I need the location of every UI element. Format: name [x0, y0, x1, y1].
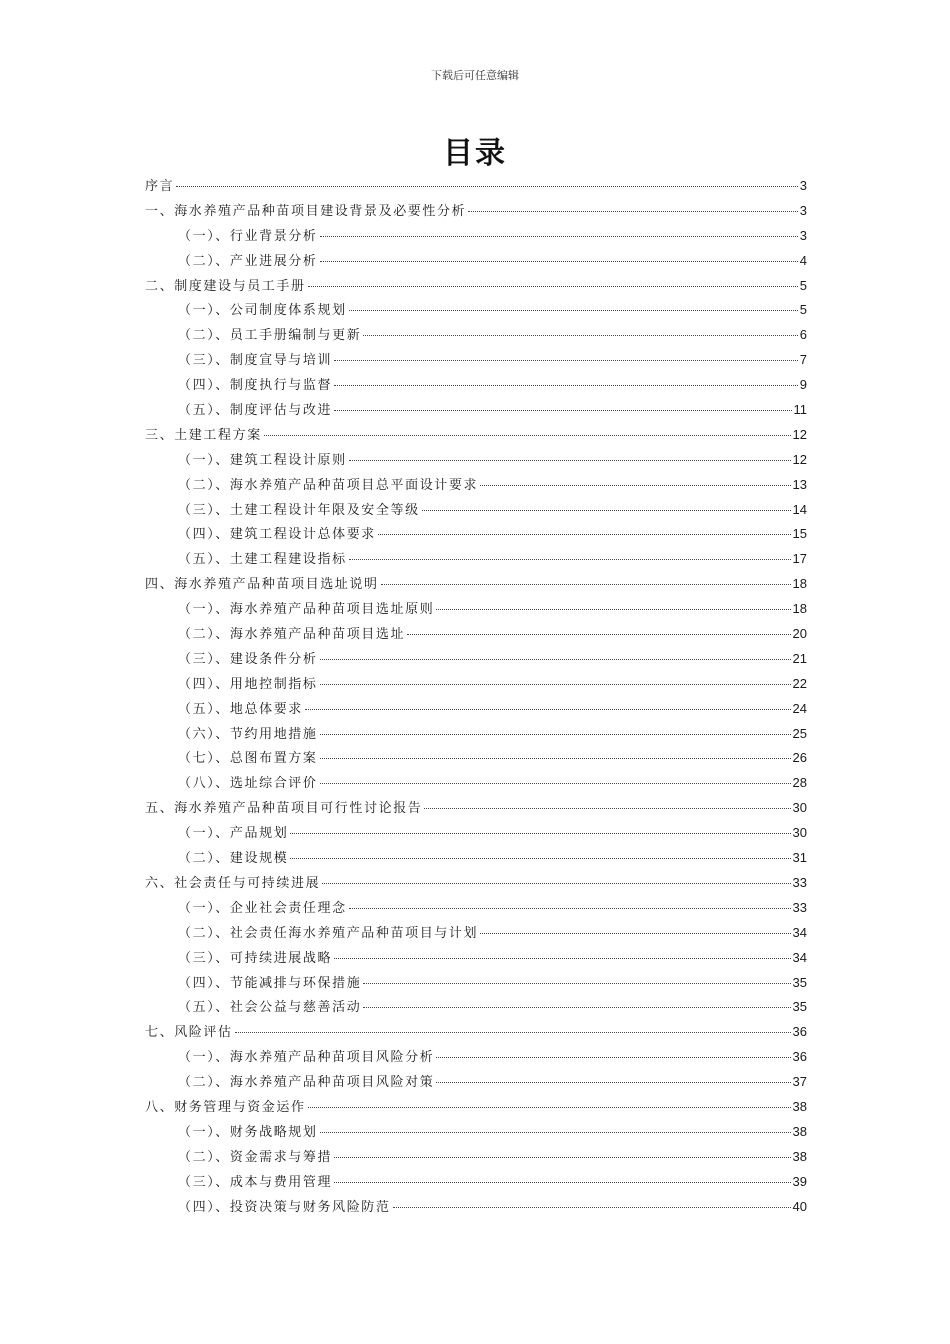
toc-entry-page-number: 9 — [799, 377, 807, 393]
toc-dot-leader — [322, 883, 790, 884]
toc-entry-label: （二）、员工手册编制与更新 — [178, 328, 362, 344]
toc-section-entry[interactable] — [145, 747, 807, 772]
toc-entry-page-number: 34 — [792, 924, 807, 940]
toc-entry-label: （三）、成本与费用管理 — [178, 1174, 333, 1190]
toc-chapter-entry[interactable] — [145, 424, 807, 449]
toc-entry-page-number: 17 — [792, 551, 807, 567]
toc-entry-page-number: 3 — [799, 178, 807, 193]
toc-entry-page-number: 24 — [792, 700, 807, 716]
toc-entry-page-number: 18 — [792, 576, 807, 592]
toc-section-entry[interactable] — [145, 499, 807, 524]
toc-dot-leader — [320, 684, 791, 685]
toc-entry-label: 七、风险评估 — [145, 1025, 233, 1041]
toc-section-entry[interactable] — [145, 324, 807, 349]
toc-entry-label: （二）、海水养殖产品种苗项目风险对策 — [178, 1075, 435, 1091]
toc-entry-page-number: 38 — [792, 1123, 807, 1139]
toc-entry-page-number: 26 — [792, 750, 807, 766]
toc-dot-leader — [363, 1007, 790, 1008]
toc-section-entry[interactable] — [145, 299, 807, 324]
toc-entry-page-number: 35 — [792, 974, 807, 990]
toc-entry-label: 二、制度建设与员工手册 — [145, 278, 306, 294]
toc-entry-label: （一）、企业社会责任理念 — [178, 900, 347, 916]
toc-entry-label: （三）、土建工程设计年限及安全等级 — [178, 502, 420, 518]
toc-dot-leader — [334, 385, 798, 386]
toc-entry-page-number: 31 — [792, 850, 807, 866]
toc-dot-leader — [349, 908, 791, 909]
toc-entry-page-number: 14 — [792, 501, 807, 517]
toc-dot-leader — [308, 1107, 791, 1108]
toc-entry-label: （一）、海水养殖产品种苗项目风险分析 — [178, 1050, 435, 1066]
toc-entry-page-number: 7 — [799, 352, 807, 368]
toc-entry-label: （四）、建筑工程设计总体要求 — [178, 527, 376, 543]
toc-entry-label: （二）、海水养殖产品种苗项目选址 — [178, 627, 406, 643]
toc-entry-page-number: 38 — [792, 1098, 807, 1114]
toc-dot-leader — [422, 510, 791, 511]
toc-entry-page-number: 35 — [792, 999, 807, 1015]
toc-section-entry[interactable] — [145, 1146, 807, 1171]
toc-section-entry[interactable] — [145, 548, 807, 573]
toc-section-entry[interactable] — [145, 623, 807, 648]
toc-section-entry[interactable] — [145, 673, 807, 698]
toc-entry-page-number: 18 — [792, 601, 807, 617]
toc-entry-page-number: 33 — [792, 874, 807, 890]
toc-dot-leader — [334, 410, 791, 411]
toc-section-entry[interactable] — [145, 772, 807, 797]
toc-entry-label: 四、海水养殖产品种苗项目选址说明 — [145, 577, 379, 593]
toc-entry-label: （四）、制度执行与监督 — [178, 378, 333, 394]
toc-dot-leader — [320, 236, 798, 237]
toc-entry-label: （二）、产业进展分析 — [178, 253, 318, 269]
toc-entry-page-number: 11 — [793, 402, 807, 418]
toc-section-entry[interactable] — [145, 648, 807, 673]
toc-dot-leader — [349, 310, 798, 311]
toc-entry-page-number: 5 — [799, 277, 807, 293]
toc-entry-page-number: 33 — [792, 899, 807, 915]
toc-dot-leader — [480, 933, 790, 934]
toc-section-entry[interactable] — [145, 947, 807, 972]
toc-dot-leader — [378, 534, 791, 535]
toc-section-entry[interactable] — [145, 374, 807, 399]
toc-dot-leader — [320, 1132, 791, 1133]
toc-entry-page-number: 6 — [799, 327, 807, 343]
toc-section-entry[interactable] — [145, 822, 807, 847]
toc-entry-label: （五）、土建工程建设指标 — [178, 552, 347, 568]
toc-entry-page-number: 38 — [792, 1148, 807, 1164]
toc-section-entry[interactable] — [145, 996, 807, 1021]
toc-section-entry[interactable] — [145, 225, 807, 250]
toc-dot-leader — [290, 833, 790, 834]
toc-title: 目录 — [443, 136, 507, 171]
toc-dot-leader — [320, 734, 791, 735]
toc-entry-label: （一）、行业背景分析 — [178, 228, 318, 244]
toc-dot-leader — [264, 435, 791, 436]
toc-entry-label: （六）、节约用地措施 — [178, 726, 318, 742]
toc-dot-leader — [305, 709, 791, 710]
toc-entry-label: （二）、海水养殖产品种苗项目总平面设计要求 — [178, 477, 479, 493]
toc-dot-leader — [235, 1032, 791, 1033]
toc-section-entry[interactable] — [145, 922, 807, 947]
toc-section-entry[interactable] — [145, 847, 807, 872]
toc-entry-page-number: 22 — [792, 675, 807, 691]
toc-entry-label: （一）、海水养殖产品种苗项目选址原则 — [178, 602, 435, 618]
toc-entry-page-number: 37 — [792, 1074, 807, 1090]
toc-entry-page-number: 4 — [799, 252, 807, 268]
table-of-contents — [145, 175, 807, 1220]
toc-entry-page-number: 36 — [792, 1049, 807, 1065]
toc-dot-leader — [308, 286, 798, 287]
toc-entry-page-number: 3 — [799, 202, 807, 218]
toc-dot-leader — [480, 485, 790, 486]
toc-chapter-entry[interactable] — [145, 872, 807, 897]
toc-section-entry[interactable] — [145, 1071, 807, 1096]
toc-section-entry[interactable] — [145, 449, 807, 474]
toc-dot-leader — [349, 559, 791, 560]
toc-entry-label: （一）、公司制度体系规划 — [178, 303, 347, 319]
toc-entry-page-number: 15 — [792, 526, 807, 542]
toc-dot-leader — [393, 1207, 791, 1208]
toc-entry-label: （四）、用地控制指标 — [178, 676, 318, 692]
toc-entry-label: 五、海水养殖产品种苗项目可行性讨论报告 — [145, 801, 423, 817]
toc-entry-page-number: 13 — [792, 476, 807, 492]
toc-section-entry[interactable] — [145, 897, 807, 922]
toc-section-entry[interactable] — [145, 250, 807, 275]
toc-chapter-entry[interactable] — [145, 200, 807, 225]
toc-entry-label: （二）、社会责任海水养殖产品种苗项目与计划 — [178, 925, 479, 941]
toc-entry-page-number: 34 — [792, 949, 807, 965]
toc-entry-page-number: 28 — [792, 775, 807, 791]
toc-entry-page-number: 25 — [792, 725, 807, 741]
toc-entry-label: （七）、总图布置方案 — [178, 751, 318, 767]
toc-entry-page-number: 40 — [792, 1198, 807, 1214]
toc-entry-label: 三、土建工程方案 — [145, 427, 262, 443]
toc-chapter-entry[interactable] — [145, 1096, 807, 1121]
toc-section-entry[interactable] — [145, 723, 807, 748]
toc-entry-page-number: 39 — [792, 1173, 807, 1189]
toc-section-entry[interactable] — [145, 698, 807, 723]
toc-entry-label: （四）、节能减排与环保措施 — [178, 975, 362, 991]
toc-chapter-entry[interactable] — [145, 175, 807, 200]
toc-entry-label: （一）、财务战略规划 — [178, 1124, 318, 1140]
toc-entry-label: （二）、资金需求与筹措 — [178, 1149, 333, 1165]
toc-section-entry[interactable] — [145, 598, 807, 623]
toc-entry-page-number: 21 — [792, 650, 807, 666]
toc-entry-page-number: 12 — [792, 426, 807, 442]
toc-dot-leader — [320, 783, 791, 784]
toc-dot-leader — [407, 634, 790, 635]
toc-dot-leader — [334, 360, 798, 361]
toc-section-entry[interactable] — [145, 1196, 807, 1221]
toc-dot-leader — [436, 609, 790, 610]
toc-entry-page-number: 30 — [792, 825, 807, 841]
toc-dot-leader — [436, 1057, 790, 1058]
toc-section-entry[interactable] — [145, 523, 807, 548]
toc-dot-leader — [320, 758, 791, 759]
toc-entry-label: （五）、制度评估与改进 — [178, 403, 333, 419]
toc-chapter-entry[interactable] — [145, 797, 807, 822]
toc-dot-leader — [334, 1182, 790, 1183]
toc-entry-label: 一、海水养殖产品种苗项目建设背景及必要性分析 — [145, 203, 467, 219]
toc-section-entry[interactable] — [145, 1121, 807, 1146]
toc-entry-label: （三）、制度宣导与培训 — [178, 353, 333, 369]
toc-entry-label: （四）、投资决策与财务风险防范 — [178, 1199, 391, 1215]
toc-dot-leader — [334, 958, 790, 959]
toc-entry-label: （五）、地总体要求 — [178, 701, 303, 717]
toc-entry-page-number: 5 — [799, 302, 807, 318]
toc-entry-label: 六、社会责任与可持续进展 — [145, 875, 321, 891]
toc-entry-page-number: 36 — [792, 1024, 807, 1040]
toc-dot-leader — [176, 186, 798, 187]
toc-dot-leader — [363, 335, 797, 336]
toc-dot-leader — [424, 808, 790, 809]
toc-entry-label: （一）、产品规划 — [178, 826, 289, 842]
toc-entry-label: （二）、建设规模 — [178, 851, 289, 867]
toc-dot-leader — [363, 983, 790, 984]
toc-entry-label: （五）、社会公益与慈善活动 — [178, 1000, 362, 1016]
toc-entry-label: 序言 — [145, 179, 175, 194]
toc-dot-leader — [349, 460, 791, 461]
toc-dot-leader — [320, 659, 791, 660]
toc-entry-page-number: 30 — [792, 800, 807, 816]
toc-dot-leader — [381, 584, 791, 585]
toc-entry-label: （一）、建筑工程设计原则 — [178, 452, 347, 468]
toc-section-entry[interactable] — [145, 349, 807, 374]
toc-entry-page-number: 12 — [792, 451, 807, 467]
toc-chapter-entry[interactable] — [145, 1021, 807, 1046]
page-header: 下载后可任意编辑 — [431, 69, 519, 82]
toc-entry-label: （三）、建设条件分析 — [178, 651, 318, 667]
toc-chapter-entry[interactable] — [145, 573, 807, 598]
toc-dot-leader — [334, 1157, 790, 1158]
toc-dot-leader — [290, 858, 790, 859]
toc-dot-leader — [436, 1082, 790, 1083]
toc-entry-label: 八、财务管理与资金运作 — [145, 1099, 306, 1115]
toc-section-entry[interactable] — [145, 1171, 807, 1196]
toc-dot-leader — [468, 211, 798, 212]
toc-entry-label: （三）、可持续进展战略 — [178, 950, 333, 966]
toc-entry-label: （八）、选址综合评价 — [178, 776, 318, 792]
toc-section-entry[interactable] — [145, 1046, 807, 1071]
toc-section-entry[interactable] — [145, 399, 807, 424]
toc-section-entry[interactable] — [145, 474, 807, 499]
toc-entry-page-number: 20 — [792, 626, 807, 642]
toc-section-entry[interactable] — [145, 972, 807, 997]
toc-entry-page-number: 3 — [799, 227, 807, 243]
toc-dot-leader — [320, 261, 798, 262]
toc-chapter-entry[interactable] — [145, 275, 807, 300]
